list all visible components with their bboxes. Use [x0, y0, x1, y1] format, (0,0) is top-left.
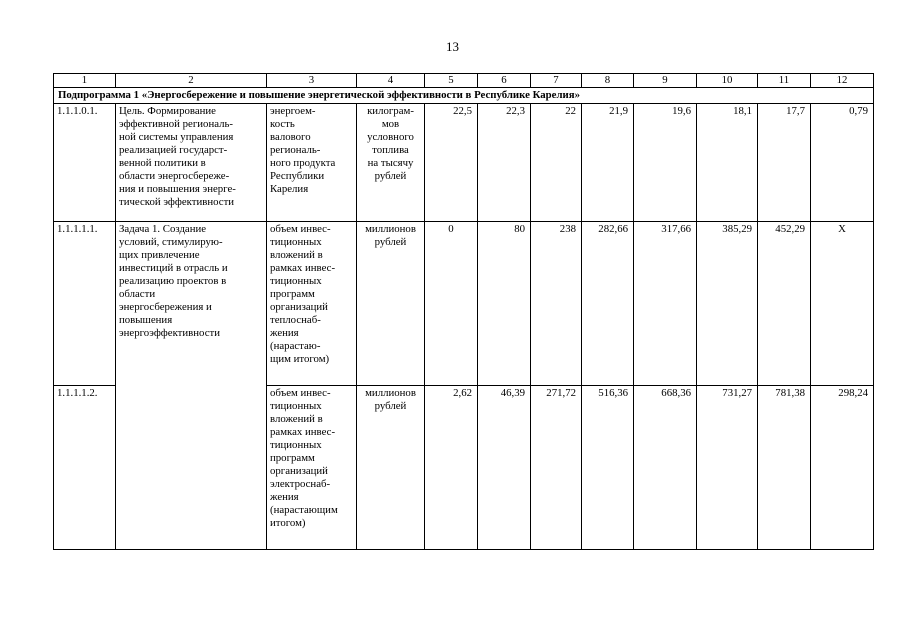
- row-name: [116, 104, 267, 222]
- column-header: 11: [758, 74, 811, 88]
- column-header: 9: [634, 74, 697, 88]
- column-header: 4: [357, 74, 425, 88]
- row-value: 298,24: [811, 386, 874, 550]
- row-unit: [357, 386, 425, 550]
- column-header: 10: [697, 74, 758, 88]
- row-indicator: [267, 386, 357, 550]
- row-code: 1.1.1.1.2.: [54, 386, 116, 550]
- column-header: 6: [478, 74, 531, 88]
- row-value: 18,1: [697, 104, 758, 222]
- row-value: 80: [478, 222, 531, 386]
- row-value: 22,5: [425, 104, 478, 222]
- row-value: 516,36: [582, 386, 634, 550]
- row-code: 1.1.1.0.1.: [54, 104, 116, 222]
- row-value: 668,36: [634, 386, 697, 550]
- row-indicator: [267, 222, 357, 386]
- row-value: 46,39: [478, 386, 531, 550]
- row-name-text: Цель. Формирование эффективной региональ- ной системы управления реализацией государст- венной политики в области энергосбереже- ния и повышения энерге- тической эффективности: [119, 105, 236, 208]
- row-unit-text: миллионов рублей: [365, 387, 416, 412]
- indicators-table: [53, 73, 874, 550]
- row-value: 0: [425, 222, 478, 386]
- row-value: 317,66: [634, 222, 697, 386]
- row-indicator-text: энергоем- кость валового региональ- ного продукта Республики Карелия: [270, 105, 336, 195]
- row-indicator: [267, 104, 357, 222]
- row-value: 21,9: [582, 104, 634, 222]
- row-value: 385,29: [697, 222, 758, 386]
- subprogram-title: Подпрограмма 1 «Энергосбережение и повышение энергетической эффективности в Республике Карелия»: [54, 88, 874, 104]
- column-header: 8: [582, 74, 634, 88]
- row-value: 2,62: [425, 386, 478, 550]
- column-header: 5: [425, 74, 478, 88]
- row-value: 282,66: [582, 222, 634, 386]
- row-value: 22: [531, 104, 582, 222]
- row-value: 22,3: [478, 104, 531, 222]
- row-name: [116, 222, 267, 550]
- column-header: 1: [54, 74, 116, 88]
- row-value: 781,38: [758, 386, 811, 550]
- column-header: 12: [811, 74, 874, 88]
- subprogram-row: [54, 88, 874, 104]
- column-header: 3: [267, 74, 357, 88]
- row-value: 271,72: [531, 386, 582, 550]
- row-indicator-text: объем инвес- тиционных вложений в рамках инвес- тиционных программ организаций теплоснаб- жения (нарастаю- щим итогом): [270, 223, 336, 365]
- table-row: [54, 104, 874, 222]
- column-number-row: [54, 74, 874, 88]
- row-value: X: [811, 222, 874, 386]
- row-unit-text: миллионов рублей: [365, 223, 416, 248]
- row-name-text: Задача 1. Создание условий, стимулирую- щих привлечение инвестиций в отрасль и реализацию проектов в области энергосбережения и повышения энергоэффективности: [119, 223, 228, 339]
- row-unit: [357, 222, 425, 386]
- row-indicator-text: объем инвес- тиционных вложений в рамках инвес- тиционных программ организаций электроснаб- жения (нарастающим итогом): [270, 387, 338, 529]
- column-header: 2: [116, 74, 267, 88]
- row-value: 452,29: [758, 222, 811, 386]
- row-value: 17,7: [758, 104, 811, 222]
- table-row: [54, 222, 874, 386]
- row-value: 19,6: [634, 104, 697, 222]
- row-value: 238: [531, 222, 582, 386]
- row-value: 0,79: [811, 104, 874, 222]
- column-header: 7: [531, 74, 582, 88]
- row-unit: [357, 104, 425, 222]
- row-value: 731,27: [697, 386, 758, 550]
- page-number: 13: [446, 39, 459, 54]
- row-unit-text: килограм- мов условного топлива на тысячу рублей: [367, 105, 414, 182]
- row-code: 1.1.1.1.1.: [54, 222, 116, 386]
